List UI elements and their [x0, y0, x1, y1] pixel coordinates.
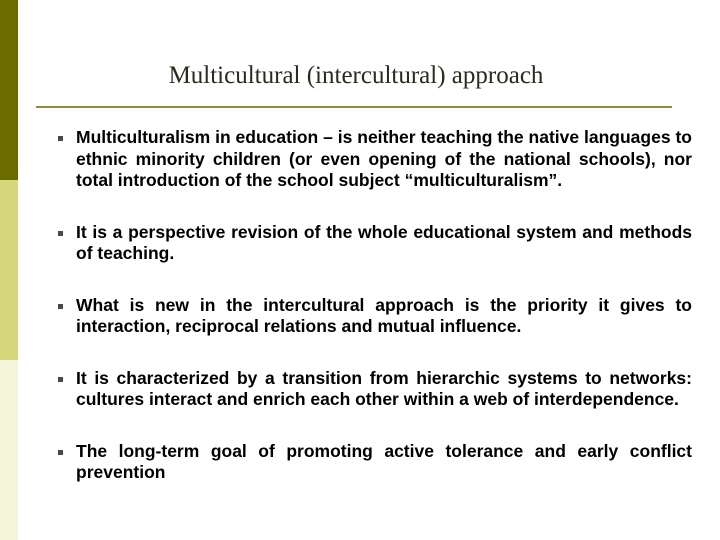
square-bullet-icon — [58, 450, 63, 455]
bullet-item — [56, 222, 692, 265]
square-bullet-icon — [58, 377, 63, 382]
sidebar-stripe-top — [0, 0, 18, 180]
bullet-text: It is characterized by a transition from hierarchic systems to networks: cultures interact and enrich each other within a web of interdependence. — [76, 367, 692, 409]
square-bullet-icon — [58, 136, 63, 141]
bullet-text: It is a perspective revision of the whole educational system and methods of teaching. — [76, 221, 692, 263]
square-bullet-icon — [58, 231, 63, 236]
sidebar-stripe-middle — [0, 180, 18, 360]
square-bullet-icon — [58, 304, 63, 309]
bullet-item — [56, 441, 692, 484]
sidebar-stripe-bottom — [0, 360, 18, 540]
bullet-item — [56, 295, 692, 338]
bullet-list — [56, 127, 692, 484]
bullet-text: What is new in the intercultural approach is the priority it gives to interaction, reciprocal relations and mutual influence. — [76, 294, 692, 336]
bullet-item — [56, 127, 692, 192]
slide-title: Multicultural (intercultural) approach — [168, 62, 544, 89]
bullet-text: The long-term goal of promoting active tolerance and early conflict prevention — [76, 440, 692, 482]
bullet-item — [56, 368, 692, 411]
title-underline — [36, 106, 672, 108]
bullet-text: Multiculturalism in education – is neither teaching the native languages to ethnic minority children (or even opening of the national schools), nor total introduction of the school subject “multiculturalism”. — [76, 127, 692, 190]
